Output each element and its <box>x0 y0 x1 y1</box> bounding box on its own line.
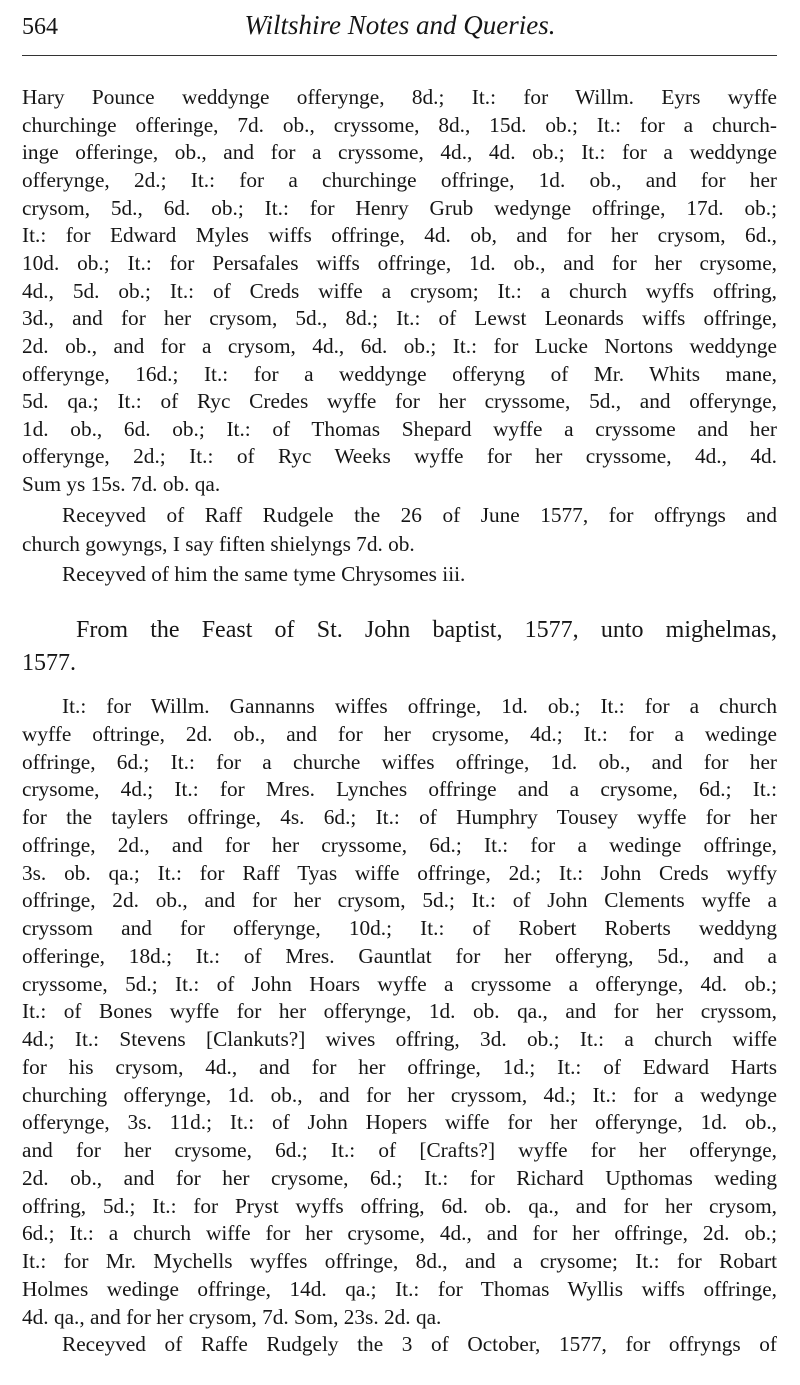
paragraph-1-line: Hary Pounce weddynge offerynge, 8d.; It.: for Willm. Eyrs wyffe <box>22 85 777 109</box>
paragraph-4-line: offeringe, 18d.; It.: of Mres. Gauntlat for her offeryng, 5d., and a <box>22 943 777 968</box>
paragraph-4-line: 3s. ob. qa.; It.: for Raff Tyas wiffe offringe, 2d.; It.: John Creds wyffy <box>22 860 777 885</box>
paragraph-1-line: offerynge, 2d.; It.: for a churchinge offringe, 1d. ob., and for her <box>22 167 777 192</box>
paragraph-4-line: 2d. ob., and for her crysome, 6d.; It.: for Richard Upthomas weding <box>22 1165 777 1190</box>
paragraph-2-line: Receyved of Raff Rudgele the 26 of June 1577, for offryngs and <box>62 503 777 527</box>
paragraph-1-line: inge offeringe, ob., and for a cryssome, 4d., 4d. ob.; It.: for a weddynge <box>22 140 777 165</box>
paragraph-4-line: crysome, 4d.; It.: for Mres. Lynches offringe and a crysome, 6d.; It.: <box>22 777 777 802</box>
paragraph-4-line: churching offerynge, 1d. ob., and for her cryssom, 4d.; It.: for a wedynge <box>22 1082 777 1107</box>
paragraph-1-line: churchinge offeringe, 7d. ob., cryssome, 8d., 15d. ob.; It.: for a church- <box>22 112 777 137</box>
paragraph-1-line: crysom, 5d., 6d. ob.; It.: for Henry Grub wedynge offringe, 17d. ob.; <box>22 195 777 220</box>
section-heading: From the Feast of St. John baptist, 1577, unto mighelmas, <box>76 617 777 643</box>
paragraph-4-line: cryssom and for offerynge, 10d.; It.: of Robert Roberts weddyng <box>22 916 777 940</box>
running-title: Wiltshire Notes and Queries. <box>244 10 556 40</box>
paragraph-4-line: cryssome, 5d.; It.: of John Hoars wyffe a cryssome a offerynge, 4d. ob.; <box>22 971 777 996</box>
paragraph-1-line: 10d. ob.; It.: for Persafales wiffs offringe, 1d. ob., and for her crysome, <box>22 250 777 275</box>
paragraph-4-line: offringe, 6d.; It.: for a churche wiffes offringe, 1d. ob., and for her <box>22 749 777 774</box>
paragraph-4-line: offringe, 2d., and for her cryssome, 6d.; It.: for a wedinge offringe, <box>22 832 777 857</box>
paragraph-4-line: 6d.; It.: a church wiffe for her crysome, 4d., and for her offringe, 2d. ob.; <box>22 1221 777 1246</box>
paragraph-1-line: Sum ys 15s. 7d. ob. qa. <box>22 472 221 497</box>
paragraph-4-line: 4d.; It.: Stevens [Clankuts?] wives offring, 3d. ob.; It.: a church wiffe <box>22 1027 777 1051</box>
section-heading-continued: 1577. <box>22 650 76 676</box>
paragraph-4-line: 4d. qa., and for her crysom, 7d. Som, 23s. 2d. qa. <box>22 1304 442 1329</box>
paragraph-4-line: for the taylers offringe, 4s. 6d.; It.: of Humphry Tousey wyffe for her <box>22 805 777 829</box>
paragraph-1-line: 1d. ob., 6d. ob.; It.: of Thomas Shepard wyffe a cryssome and her <box>22 416 777 441</box>
paragraph-1-line: 2d. ob., and for a crysom, 4d., 6d. ob.; It.: for Lucke Nortons weddynge <box>22 333 777 358</box>
paragraph-1-line: 4d., 5d. ob.; It.: of Creds wiffe a crysom; It.: a church wyffs offring, <box>22 278 777 303</box>
paragraph-4-line: for his crysom, 4d., and for her offringe, 1d.; It.: of Edward Harts <box>22 1054 777 1079</box>
paragraph-4-line: It.: for Mr. Mychells wyffes offringe, 8d., and a crysome; It.: for Robart <box>22 1249 777 1273</box>
paragraph-1-line: 5d. qa.; It.: of Ryc Credes wyffe for her cryssome, 5d., and offerynge, <box>22 389 777 414</box>
paragraph-5-line: Receyved of Raffe Rudgely the 3 of October, 1577, for offryngs of <box>62 1332 777 1356</box>
paragraph-1-line: It.: for Edward Myles wiffs offringe, 4d. ob, and for her crysom, 6d., <box>22 223 777 248</box>
paragraph-4-line: wyffe oftringe, 2d. ob., and for her crysome, 4d.; It.: for a wedinge <box>22 721 777 746</box>
paragraph-4-line: offringe, 2d. ob., and for her crysom, 5d.; It.: of John Clements wyffe a <box>22 888 777 913</box>
paragraph-4-line: and for her crysome, 6d.; It.: of [Crafts?] wyffe for her offerynge, <box>22 1138 777 1162</box>
paragraph-4-line: offerynge, 3s. 11d.; It.: of John Hopers wiffe for her offerynge, 1d. ob., <box>22 1110 777 1135</box>
paragraph-4-line: It.: of Bones wyffe for her offerynge, 1d. ob. qa., and for her cryssom, <box>22 999 777 1024</box>
paragraph-1-line: offerynge, 2d.; It.: of Ryc Weeks wyffe for her cryssome, 4d., 4d. <box>22 444 777 469</box>
paragraph-4-line: offring, 5d.; It.: for Pryst wyffs offring, 6d. ob. qa., and for her crysom, <box>22 1193 777 1218</box>
paragraph-4-line: Holmes wedinge offringe, 14d. qa.; It.: for Thomas Wyllis wiffs offringe, <box>22 1276 777 1301</box>
paragraph-4-line: It.: for Willm. Gannanns wiffes offringe, 1d. ob.; It.: for a church <box>62 694 777 718</box>
paragraph-3-line: Receyved of him the same tyme Chrysomes iii. <box>62 562 466 586</box>
page-number: 564 <box>22 14 58 40</box>
paragraph-1-line: 3d., and for her crysom, 5d., 8d.; It.: of Lewst Leonards wiffs offringe, <box>22 306 777 331</box>
header-rule <box>22 55 777 56</box>
paragraph-2-line: church gowyngs, I say fiften shielyngs 7d. ob. <box>22 532 415 556</box>
paragraph-1-line: offerynge, 16d.; It.: for a weddynge offeryng of Mr. Whits mane, <box>22 361 777 386</box>
